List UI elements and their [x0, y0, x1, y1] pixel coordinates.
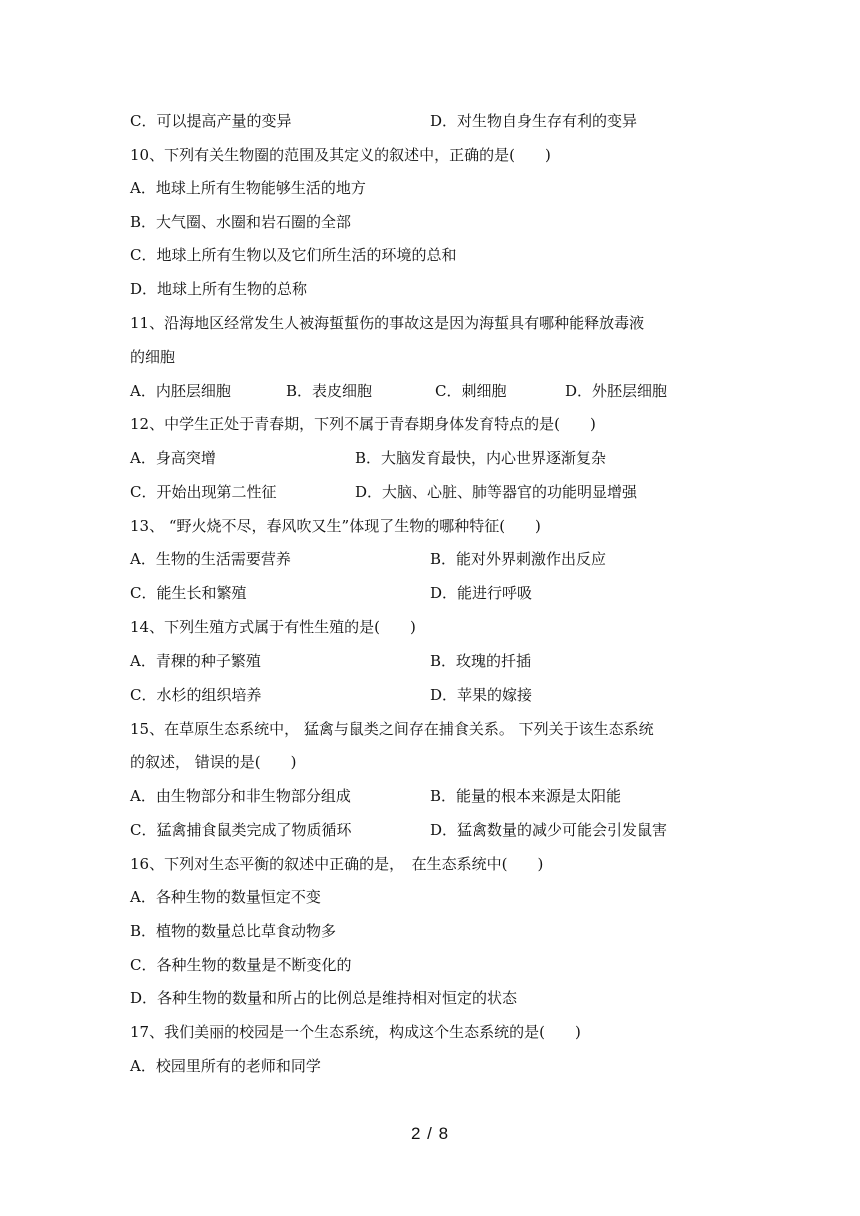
q11-stem-line2: 的细胞	[130, 348, 176, 366]
q15-option-d: D．猛禽数量的减少可能会引发鼠害	[430, 821, 668, 839]
q13-option-c: C．能生长和繁殖	[130, 584, 247, 602]
q13-stem: 13、 “野火烧不尽，春风吹又生”体现了生物的哪种特征( )	[130, 517, 541, 535]
q11-option-d: D．外胚层细胞	[565, 382, 668, 400]
q15-option-c: C．猛禽捕食鼠类完成了物质循环	[130, 821, 352, 839]
q10-option-c: C．地球上所有生物以及它们所生活的环境的总和	[130, 246, 457, 264]
q10-stem: 10、下列有关生物圈的范围及其定义的叙述中，正确的是( )	[130, 146, 551, 164]
q16-option-c: C．各种生物的数量是不断变化的	[130, 956, 352, 974]
q13-option-d: D．能进行呼吸	[430, 584, 533, 602]
page-number: 2 / 8	[410, 1124, 450, 1143]
q14-option-b: B．玫瑰的扦插	[430, 652, 532, 670]
q15-option-b: B．能量的根本来源是太阳能	[430, 787, 622, 805]
q11-option-c: C．刺细胞	[435, 382, 507, 400]
q9-option-c: C．可以提高产量的变异	[130, 112, 292, 130]
q11-stem-line1: 11、沿海地区经常发生人被海蜇蜇伤的事故这是因为海蜇具有哪种能释放毒液	[130, 314, 645, 332]
q11-option-b: B．表皮细胞	[286, 382, 373, 400]
q13-option-b: B．能对外界刺激作出反应	[430, 550, 607, 568]
q12-option-b: B．大脑发育最快，内心世界逐渐复杂	[355, 449, 607, 467]
q17-stem: 17、我们美丽的校园是一个生态系统，构成这个生态系统的是( )	[130, 1023, 581, 1041]
q16-option-b: B．植物的数量总比草食动物多	[130, 922, 337, 940]
q15-option-a: A．由生物部分和非生物部分组成	[130, 787, 351, 805]
q14-stem: 14、下列生殖方式属于有性生殖的是( )	[130, 618, 416, 636]
q12-option-a: A．身高突增	[130, 449, 216, 467]
q9-option-d: D．对生物自身生存有利的变异	[430, 112, 638, 130]
q16-option-a: A．各种生物的数量恒定不变	[130, 888, 321, 906]
q11-option-a: A．内胚层细胞	[130, 382, 231, 400]
q15-stem-line1: 15、在草原生态系统中， 猛禽与鼠类之间存在捕食关系。 下列关于该生态系统	[130, 720, 654, 738]
q12-stem: 12、中学生正处于青春期，下列不属于青春期身体发育特点的是( )	[130, 415, 596, 433]
q14-option-a: A．青稞的种子繁殖	[130, 652, 261, 670]
q10-option-d: D．地球上所有生物的总称	[130, 280, 308, 298]
q13-option-a: A．生物的生活需要营养	[130, 550, 291, 568]
q16-option-d: D．各种生物的数量和所占的比例总是维持相对恒定的状态	[130, 989, 518, 1007]
q17-option-a: A．校园里所有的老师和同学	[130, 1057, 321, 1075]
q14-option-d: D．苹果的嫁接	[430, 686, 533, 704]
q12-option-d: D．大脑、心脏、肺等器官的功能明显增强	[355, 483, 638, 501]
q15-stem-line2: 的叙述， 错误的是( )	[130, 753, 297, 771]
q12-option-c: C．开始出现第二性征	[130, 483, 277, 501]
q10-option-b: B．大气圈、水圈和岩石圈的全部	[130, 213, 352, 231]
q16-stem: 16、下列对生态平衡的叙述中正确的是， 在生态系统中( )	[130, 855, 544, 873]
q10-option-a: A．地球上所有生物能够生活的地方	[130, 179, 366, 197]
q14-option-c: C．水杉的组织培养	[130, 686, 262, 704]
